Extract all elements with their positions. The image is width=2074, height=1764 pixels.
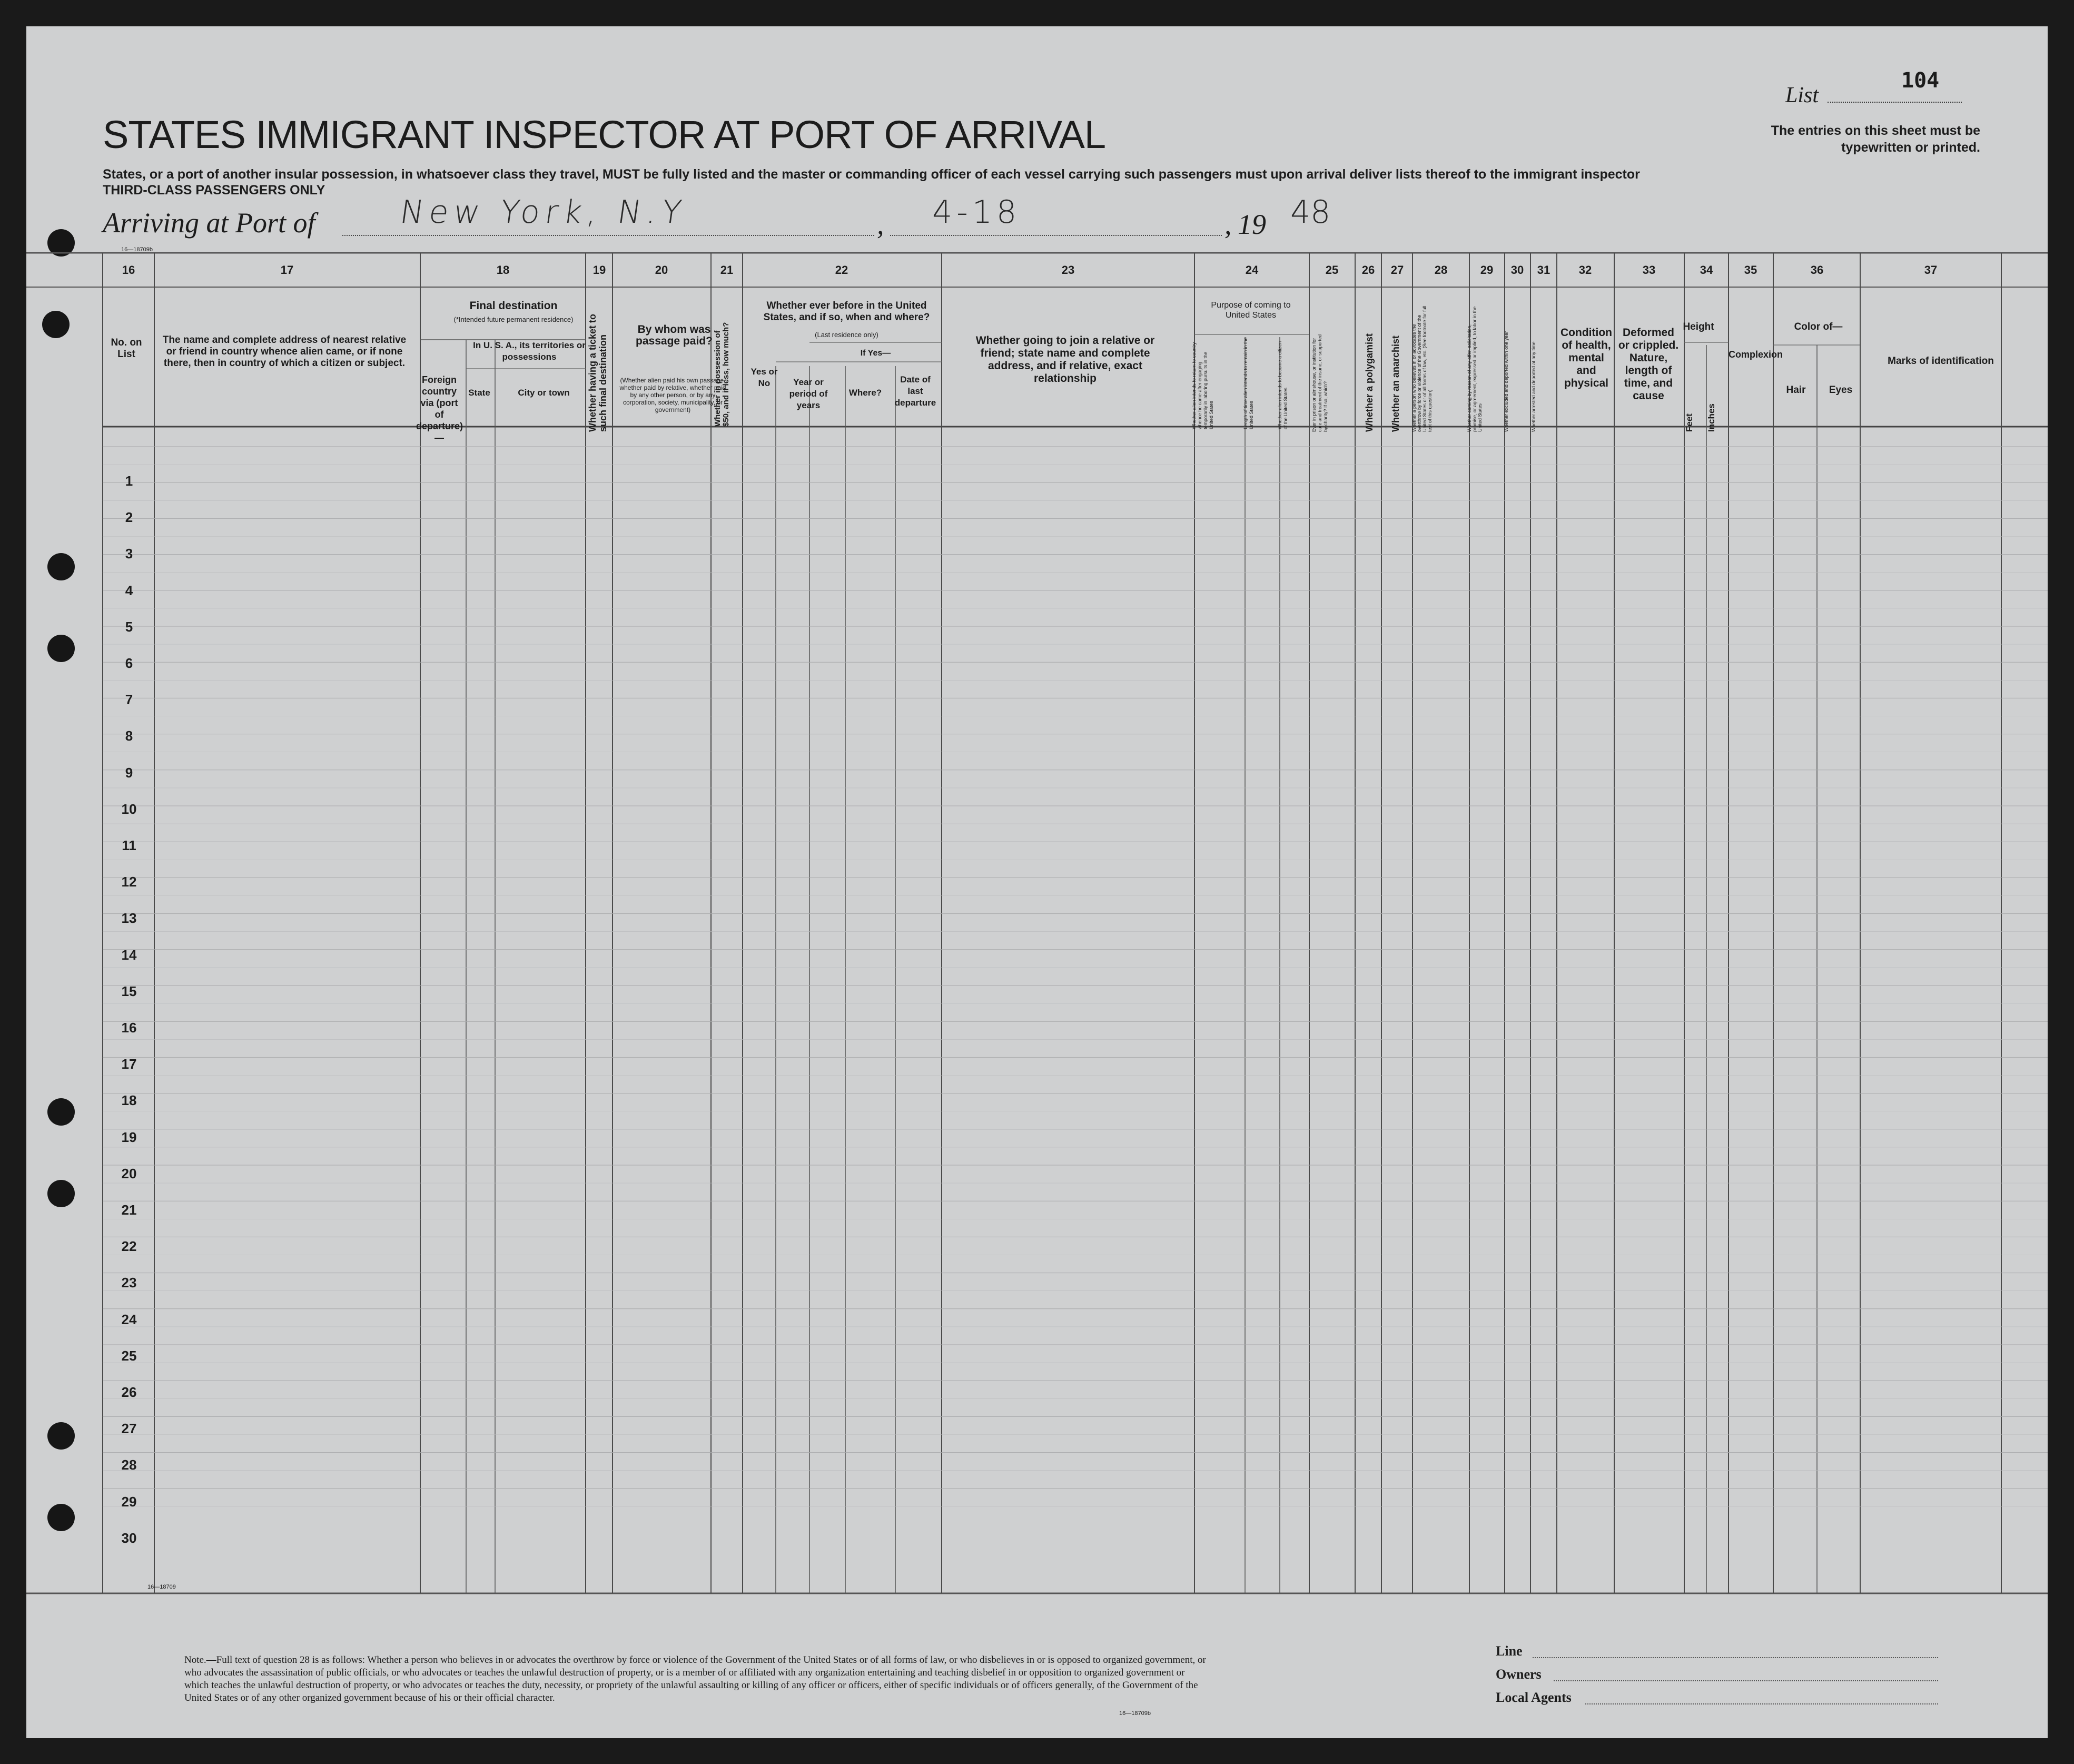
row-number: 9: [125, 764, 133, 781]
column-number: 18: [496, 263, 510, 277]
header-height: Height: [1683, 321, 1714, 332]
column-number: 26: [1361, 263, 1375, 277]
header-hair: Hair: [1786, 385, 1806, 396]
column-number: 37: [1924, 263, 1938, 277]
class-label: THIRD-CLASS PASSENGERS ONLY: [103, 183, 325, 198]
local-agents-rule: [1585, 1703, 1938, 1704]
column-number: 31: [1537, 263, 1550, 277]
header-polygamist: Whether a polygamist: [1364, 333, 1375, 432]
column-number: 16: [122, 263, 135, 277]
column-number: 25: [1325, 263, 1339, 277]
row-number: 21: [121, 1202, 137, 1218]
row-number: 5: [125, 618, 133, 635]
column-number: 33: [1642, 263, 1656, 277]
header-excluded-deported: Whether excluded and deported within one year: [1504, 331, 1509, 432]
header-inches: Inches: [1706, 403, 1716, 432]
year-value: 48: [1290, 194, 1331, 231]
header-return-intent: Whether alien intends to return to country whence he came after engaging temporarily in laboring pursuits in the United States: [1191, 342, 1214, 429]
owners-rule: [1554, 1680, 1938, 1681]
arriving-label: Arriving at Port of: [103, 207, 315, 239]
header-year-period: Year or period of years: [789, 377, 828, 410]
header-eyes: Eyes: [1829, 385, 1853, 396]
row-number: 24: [121, 1311, 137, 1327]
row-number: 19: [121, 1129, 137, 1145]
header-yes-or-no: Yes or No: [750, 367, 778, 388]
row-number: 3: [125, 546, 133, 562]
column-number: 29: [1480, 263, 1494, 277]
page-title: STATES IMMIGRANT INSPECTOR AT PORT OF ARRIVAL: [103, 113, 1106, 156]
row-number: 12: [121, 874, 137, 890]
list-label: List: [1785, 83, 1819, 107]
column-number: 19: [592, 263, 606, 277]
column-number: 34: [1700, 263, 1713, 277]
form-code-bottom: 16—18709: [147, 1584, 176, 1590]
row-number: 14: [121, 947, 137, 963]
typewritten-note: The entries on this sheet must be typewritten or printed.: [1771, 123, 1980, 155]
header-final-destination: Final destination: [469, 300, 558, 312]
line-label: Line: [1496, 1643, 1523, 1659]
header-if-yes: If Yes—: [860, 349, 891, 358]
row-number: 15: [121, 983, 137, 999]
comma-separator: ,: [877, 209, 884, 240]
header-final-destination-sub: (*Intended future permanent residence): [453, 316, 574, 323]
row-number: 27: [121, 1421, 137, 1437]
header-question-28: Whether a person who believes in or advocates the overthrow by force or violence of the Government of the United States or of all forms of law, etc. (See footnote for full text of this question): [1411, 306, 1433, 432]
column-number: 27: [1390, 263, 1404, 277]
header-marks: Marks of identification: [1888, 356, 1994, 367]
local-agents-label: Local Agents: [1496, 1690, 1572, 1705]
row-number: 18: [121, 1092, 137, 1109]
header-citizen-intent: Whether alien intends to become a citizen of the United States: [1277, 341, 1288, 429]
header-ticket: Whether having a ticket to such final destination: [587, 313, 608, 432]
header-deformed: Deformed or crippled. Nature, length of time, and cause: [1618, 327, 1679, 402]
year-prefix: 19: [1238, 209, 1266, 240]
row-number: 10: [121, 801, 137, 817]
header-no-on-list: No. on List: [111, 337, 142, 360]
header-passage-paid-sub: (Whether alien paid his own passage, whether paid by relative, whether paid by any other person, or by any corporation, society, municipality, or government): [619, 377, 726, 413]
column-number: 23: [1061, 263, 1075, 277]
row-number: 1: [125, 473, 133, 489]
row-number: 4: [125, 582, 133, 598]
header-prison: Ever in prison or almshouse, or institution for care and treatment of the insane, or supported by charity? If so, which?: [1311, 334, 1328, 432]
list-number: 104: [1901, 68, 1940, 93]
row-number: 23: [121, 1275, 137, 1291]
row-number: 22: [121, 1238, 137, 1255]
header-last-departure: Date of last departure: [894, 375, 936, 408]
row-number: 20: [121, 1165, 137, 1181]
header-anarchist: Whether an anarchist: [1390, 335, 1401, 432]
header-foreign-country: Foreign country via (port of departure)—: [416, 375, 463, 443]
row-number: 26: [121, 1384, 137, 1400]
column-number: 28: [1434, 263, 1448, 277]
row-number: 16: [121, 1020, 137, 1036]
column-number: 32: [1578, 263, 1592, 277]
column-number: 36: [1810, 263, 1824, 277]
row-number: 6: [125, 655, 133, 671]
row-number: 11: [122, 837, 136, 853]
row-number: 7: [125, 692, 133, 708]
header-color-of: Color of—: [1794, 321, 1843, 332]
column-number: 30: [1510, 263, 1524, 277]
header-last-residence: (Last residence only): [815, 331, 878, 339]
form-code: 16—18709b: [121, 247, 153, 253]
column-number: 35: [1744, 263, 1757, 277]
header-where: Where?: [848, 388, 882, 398]
comma-separator: ,: [1224, 209, 1232, 240]
row-number: 28: [121, 1457, 137, 1473]
form-code-footnote: 16—18709b: [1119, 1710, 1151, 1717]
footnote: Note.—Full text of question 28 is as follows: Whether a person who believes in or advocates the overthrow by force or violence of the Government of the United States or of all forms of law, or who disbelieves in or is opposed to organized government, or who advocates the assassination of public officials, or who advocates or teaches the unlawful destruction of property, or is a member of or affiliated with any organization entertaining and teaching disbelief in or opposition to organized government or which teaches the unlawful destruction of property, or who advocates or teaches the duty, necessity, or propriety of the unlawful assaulting or killing of any officer or officers, either of specific individuals or of officers generally, of the Government of the United States or of any other organized government because of his or their official character.: [184, 1654, 1206, 1703]
row-number: 29: [121, 1493, 137, 1510]
line-rule: [1533, 1657, 1938, 1658]
row-number: 8: [125, 728, 133, 744]
header-nearest-relative: The name and complete address of nearest relative or friend in country whence alien came, or if none there, then in country of which a citizen or subject.: [162, 334, 407, 369]
header-ever-before: Whether ever before in the United States, and if so, when and where?: [763, 300, 930, 323]
owners-label: Owners: [1496, 1667, 1542, 1682]
header-complexion: Complexion: [1729, 349, 1783, 360]
header-health: Condition of health, mental and physical: [1561, 327, 1612, 389]
header-arrested-deported: Whether arrested and deported at any time: [1531, 341, 1536, 432]
table-grid: [26, 26, 2048, 1738]
column-number: 22: [835, 263, 848, 277]
column-number: 17: [280, 263, 294, 277]
column-number: 20: [655, 263, 668, 277]
column-number: 24: [1245, 263, 1259, 277]
subtitle: States, or a port of another insular possession, in whatsoever class they travel, MUST be fully listed and the master or commanding officer of each vessel carrying such passengers must upon arrival deliver lists thereof to the immigrant inspector: [103, 167, 1640, 182]
row-number: 17: [121, 1056, 137, 1072]
date-value: 4-18: [932, 194, 1021, 231]
manifest-sheet: [26, 26, 2048, 1738]
header-state: State: [468, 388, 490, 398]
header-labor-offer: Whether coming by reason of any offer, solicitation, promise, or agreement, expressed or implied, to labor in the United States: [1467, 306, 1483, 432]
row-number: 13: [121, 910, 137, 927]
header-purpose: Purpose of coming to United States: [1211, 301, 1291, 320]
header-city-or-town: City or town: [518, 388, 570, 398]
row-number: 30: [121, 1530, 137, 1546]
header-feet: Feet: [1684, 413, 1694, 432]
row-number: 2: [125, 509, 133, 526]
header-fifty-dollars: Whether in possession of $50, and if less, how much?: [713, 322, 730, 427]
column-number: 21: [720, 263, 734, 277]
header-length-of-stay: Length of time alien intends to remain in the United States: [1243, 337, 1254, 429]
header-passage-paid: By whom was passage paid?: [636, 323, 713, 347]
header-join-relative: Whether going to join a relative or friend; state name and complete address, and if relative, exact relationship: [975, 334, 1155, 385]
port-value: New York, N.Y: [398, 194, 689, 231]
header-in-usa: In U. S. A., its territories or possessions: [473, 340, 586, 362]
row-number: 25: [121, 1347, 137, 1364]
